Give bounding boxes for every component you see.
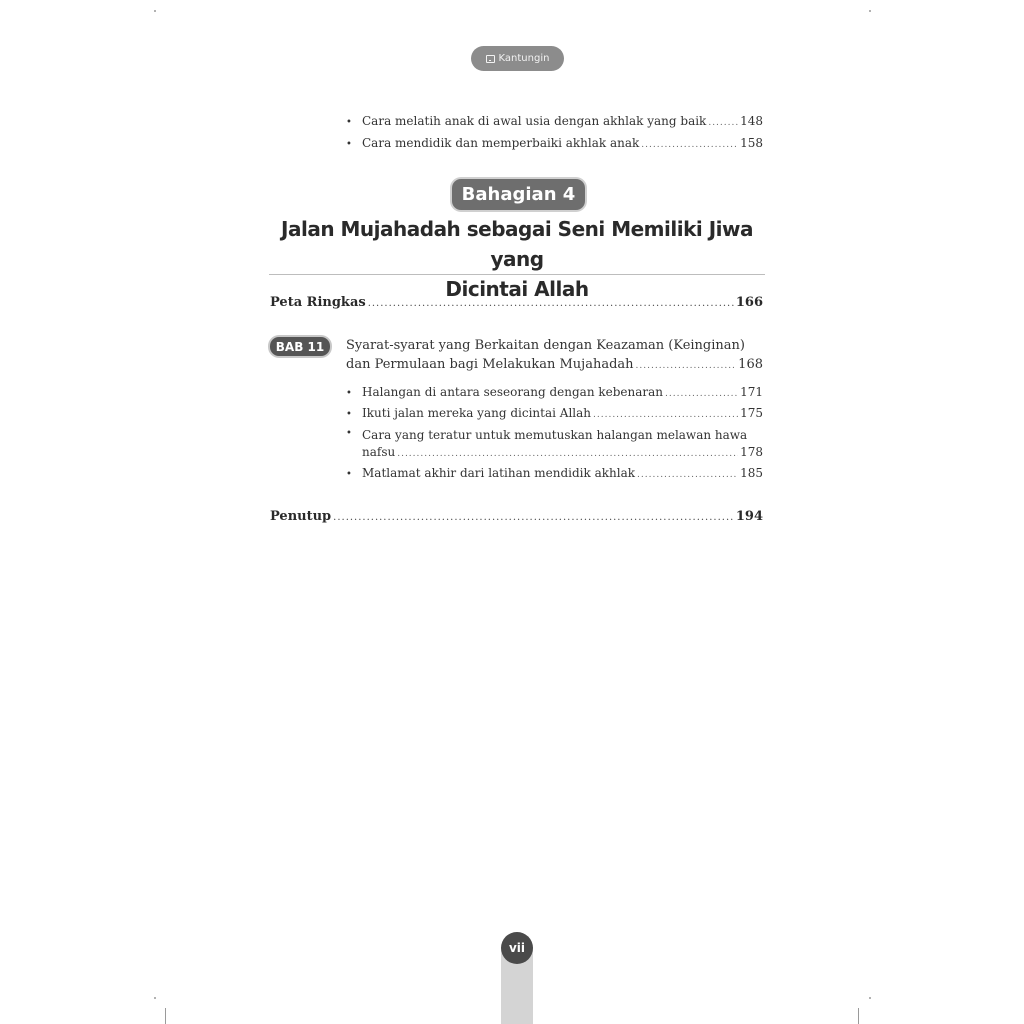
chapter-title-line1[interactable]: Syarat-syarat yang Berkaitan dengan Keazaman (Keinginan) — [346, 338, 745, 353]
part-title-line2: Dicintai Allah — [445, 277, 589, 301]
crop-mark-bottom-right — [869, 997, 871, 999]
dot-leader — [636, 361, 737, 371]
dot-leader — [665, 389, 738, 399]
crop-line-bottom-right — [858, 1008, 859, 1024]
toc-entry-closing[interactable] — [270, 509, 763, 524]
dot-leader — [708, 118, 738, 128]
crop-mark-top-left — [154, 10, 156, 12]
toc-subentry-label: Cara yang teratur untuk memutuskan halangan melawan hawa — [362, 428, 748, 442]
toc-subentry-continuation[interactable] — [362, 445, 763, 459]
chapter-badge: BAB 11 — [270, 337, 330, 356]
book-icon — [486, 55, 495, 63]
bullet-icon: • — [346, 117, 352, 128]
toc-subentry[interactable] — [346, 466, 763, 480]
part-badge: Bahagian 4 — [452, 179, 585, 210]
dot-leader — [637, 470, 738, 480]
toc-page-number: 175 — [740, 406, 763, 420]
bullet-icon: • — [346, 469, 352, 480]
divider — [269, 274, 765, 275]
bullet-icon: • — [346, 139, 352, 150]
toc-entry-label: Peta Ringkas — [270, 295, 366, 310]
crop-line-bottom-left — [165, 1008, 166, 1024]
toc-subentry-label: Cara melatih anak di awal usia dengan akhlak yang baik — [362, 114, 707, 128]
dot-leader — [641, 140, 738, 150]
toc-page-number: 148 — [740, 114, 763, 128]
dot-leader — [368, 298, 734, 309]
bullet-icon: • — [346, 409, 352, 420]
dot-leader — [333, 512, 734, 523]
crop-mark-bottom-left — [154, 997, 156, 999]
toc-page-number: 158 — [740, 136, 763, 150]
toc-subentry[interactable] — [346, 136, 763, 150]
toc-page-number: 166 — [735, 295, 763, 310]
running-header — [471, 46, 564, 71]
toc-subentry-label-cont: nafsu — [362, 445, 396, 459]
part-title — [270, 214, 764, 304]
toc-subentry-label: Halangan di antara seseorang dengan kebenaran — [362, 385, 664, 399]
chapter-title-line2[interactable] — [346, 357, 763, 372]
toc-subentry-label: Cara mendidik dan memperbaiki akhlak anak — [362, 136, 640, 150]
toc-entry-summary[interactable] — [270, 295, 763, 310]
toc-page-number: 194 — [735, 509, 763, 524]
bullet-icon: • — [346, 388, 352, 399]
bullet-icon: • — [346, 428, 352, 439]
page-number-badge: vii — [501, 932, 533, 964]
toc-subentry[interactable] — [346, 114, 763, 128]
toc-subentry-wrapped[interactable] — [346, 428, 747, 442]
toc-page-number: 168 — [738, 357, 763, 372]
toc-subentry-label: Ikuti jalan mereka yang dicintai Allah — [362, 406, 592, 420]
dot-leader — [593, 410, 738, 420]
running-header-title: Kantungin — [498, 53, 550, 64]
crop-mark-top-right — [869, 10, 871, 12]
toc-subentry-label: Matlamat akhir dari latihan mendidik akhlak — [362, 466, 636, 480]
dot-leader — [397, 449, 738, 459]
toc-page-number: 171 — [740, 385, 763, 399]
toc-subentry[interactable] — [346, 385, 763, 399]
part-title-line1: Jalan Mujahadah sebagai Seni Memiliki Jiwa yang — [281, 217, 753, 271]
chapter-title-text: dan Permulaan bagi Melakukan Mujahadah — [346, 357, 634, 372]
toc-page-number: 185 — [740, 466, 763, 480]
toc-page-number: 178 — [740, 445, 763, 459]
toc-entry-label: Penutup — [270, 509, 332, 524]
toc-subentry[interactable] — [346, 406, 763, 420]
